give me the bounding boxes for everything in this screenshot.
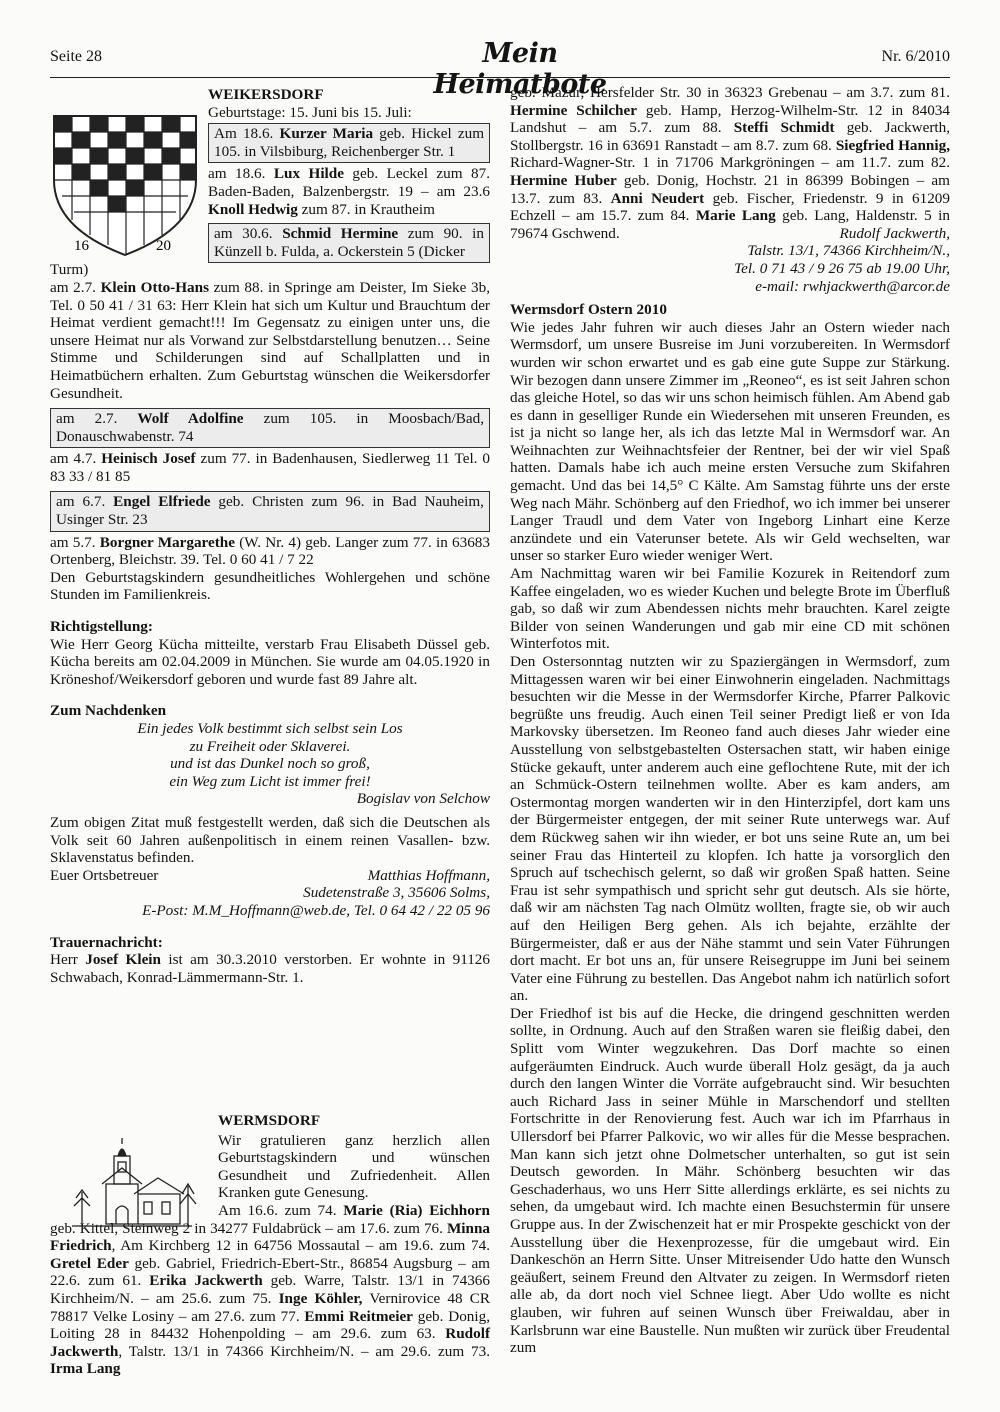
poem-line: und ist das Dunkel noch so groß, (170, 755, 370, 773)
signature-email: e-mail: rwhjackwerth@arcor.de (755, 277, 950, 295)
birthday-entry-cont: Turm) (50, 261, 89, 279)
signature-label: Euer Ortsbetreuer (50, 866, 159, 884)
signature-contact: E-Post: M.M_Hoffmann@web.de, Tel. 0 64 42 / 22 05 96 (142, 901, 490, 919)
right-column (510, 84, 950, 1357)
correction-text: Wie Herr Georg Kücha mitteilte, verstarb Frau Elisabeth Düssel geb. Kücha bereits am 02.04.2009 in München. Sie wurde am 04.05.1920 in Kröneshof/Weikersdorf geboren und wurde fast 89 Jahre alt. (50, 635, 490, 688)
poem-line: zu Freiheit oder Sklaverei. (189, 737, 351, 755)
highlight-box: am 30.6. Schmid Hermine zum 90. in Künzell b. Fulda, a. Ockerstein 5 (Dicker (208, 223, 490, 263)
birthday-wishes: Den Geburtstagskindern gesundheitliches Wohlergehen und schöne Stunden im Familienkreis. (50, 568, 490, 604)
birthday-entry: am 4.7. Heinisch Josef zum 77. in Badenhausen, Siedlerweg 11 Tel. 0 83 33 / 81 85 (50, 450, 490, 485)
easter-paragraph: Am Nachmittag waren wir bei Familie Kozurek in Reitendorf zum Kaffee eingeladen, wo es wieder Kuchen und belegte Brote im Überfluß gab, so daß wir zum Abendessen nichts mehr brauchten. Karel zeigte Bilder von seinen Wanderungen und gab mir eine CD mit schönen Winterfotos mit. (510, 565, 950, 653)
signature-name: Rudolf Jackwerth, (839, 224, 950, 242)
crest-year-left: 16 (74, 238, 89, 254)
birthday-entry: am 5.7. Borgner Margarethe (W. Nr. 4) geb. Langer zum 77. in 63683 Ortenberg, Bleichstr. 39. Tel. 0 60 41 / 7 22 (50, 533, 490, 569)
birthday-list: Am 16.6. zum 74. Marie (Ria) Eichhorn geb. Kittel, Steinweg 2 in 34277 Fuldabrück – am 17.6. zum 76. Minna Friedrich, Am Kirchberg 12 in 64756 Mossautal – am 19.6. zum 74. Gretel Eder geb. Gabriel, Friedrich-Ebert-Str., 86854 Augsburg – am 22.6. zum 61. Erika Jackwerth geb. Warre, Talstr. 13/1 in 74366 Kirchheim/N. – am 25.6. zum 75. Inge Köhler, Vernirovice 48 CR 78817 Velke Losiny – am 27.6. zum 77. Emmi Reitmeier geb. Donig, Loiting 28 in 84432 Hohenpolding – am 29.6. zum 63. Rudolf Jackwerth, Talstr. 13/1 in 74366 Kirchheim/N. – am 29.6. zum 73. Irma Lang (50, 1201, 491, 1378)
issue-number: Nr. 6/2010 (881, 48, 950, 65)
masthead-logo: Mein Heimatbote (433, 38, 607, 100)
comment-text: Zum obigen Zitat muß festgestellt werden, daß sich die Deutschen als Volk seit 60 Jahren außenpolitisch in einem reinen Vasallen- bzw. Sklavenstatus befinden. (50, 813, 490, 867)
signature-address: Sudetenstraße 3, 35606 Solms, (303, 884, 490, 902)
easter-paragraph: Der Friedhof ist bis auf die Hecke, die dringend geschnitten werden sollte, in Ordnung. Auch auf den Straßen waren sie fleißig dabei, den Splitt vom Winter wegzukehren. Das Dorf machte so einen aufgeräumten Eindruck. Auch wurde überall Holz gesägt, da ja auch durch den langen Winter die Vorräte aufgebraucht sind. Wir besuchten auch Richard Jass in seiner Mühle in Marschendorf und stellten Fortschritte in der Renovierung fest. Auch war ich im Pfarrhaus in Ullersdorf bei Pfarrer Palkovic, wo wir alles für die Messe besprachen. Man kann sich jetzt ohne Dolmetscher unterhalten, so gut ist sein Deutsch geworden. In Mähr. Schönberg besuchten wir das Geschaderhaus, wo uns Herr Sitte allerdings erklärte, es sei nichts zu sehen, da umgebaut wird. Ich machte einen Besuchstermin für unsere Gruppe aus. In der Zwischenzeit hat er mir Prospekte geschickt von der Ausstellung über die Hexenprozesse, für die umgebaut wird. Ein Dankeschön an Herrn Sitte. Unser Mitreisender Udo hatte den Wunsch geäußert, seinem Freund den Altvater zu zeigen. In Wermsdorf rieten alle ab, da dort noch viel Schnee liegt. Aber Udo wollte es nicht glauben, wir fuhren auf seinen Wunsch über Freiwaldau, aber in Karlsbrunn war eine Baustelle. Nun mußten wir zurück über Freudental zum (510, 1004, 950, 1357)
crest-year-right: 20 (156, 238, 171, 254)
section-title-weikersdorf: WEIKERSDORF (208, 86, 324, 103)
birthday-intro: Geburtstage: 15. Juni bis 15. Juli: (208, 103, 412, 121)
left-column (50, 86, 490, 986)
mourning-heading: Trauernachricht: (50, 933, 163, 951)
section-title-wermsdorf: WERMSDORF (218, 1112, 321, 1129)
correction-heading: Richtigstellung: (50, 618, 153, 636)
mourning-text: Herr Josef Klein ist am 30.3.2010 verstorben. Er wohnte in 91126 Schwabach, Konrad-Lämmermann-Str. 1. (50, 951, 490, 986)
reflection-heading: Zum Nachdenken (50, 702, 167, 720)
signature-name: Matthias Hoffmann, (367, 866, 490, 884)
easter-paragraph: Wie jedes Jahr fuhren wir auch dieses Jahr an Ostern wieder nach Wermsdorf, um unsere Busreise im Juni vorzubereiten. In Wermsdorf wurden wir schon erwartet und es gab eine gute Suppe zur Stärkung. Wir bezogen dann unsere Zimmer im „Reoneo“, es ist seit Jahren schon das gleiche Hotel, so das wir uns schon heimisch fühlen. Am Abend gab es dann in geselliger Runde ein Wiedersehen mit unseren Freunden, es ist ja nicht so lange her, als ich das letzte Mal in Wermsdorf war. An Weihnachten zur Weihnachtsfeier der Rentner, bei der wir viel Spaß hatten. Damals habe ich auch meine ersten Versuche zum Skifahren gemacht. Und das bei 14,5° C Kälte. Am Samstag führte uns der erste Weg nach Mähr. Schönberg auf den Friedhof, wo ich immer bei unserer Langer Traudl und dem Vater von Ingeborg Linhart eine Kerze anzündete und ein Vaterunser betete. Als wir Geld wechselten, war unser so starker Euro wieder weniger Wert. (510, 318, 950, 565)
easter-paragraph: Den Ostersonntag nutzten wir zu Spaziergängen in Wermsdorf, zum Mittagessen waren wir bei einer Einwohnerin eingeladen. Nachmittags besuchten wir die Messe in der Wermsdorfer Kirche, Pfarrer Palkovic begrüßte uns freudig. Auch einen Teil seiner Predigt ließ er von Ida Markovsky übersetzen. Im Reoneo fand auch dieses Jahr wieder eine Ausstellung von selbstgebastelten Ostersachen statt, wir haben einige Stücke gekauft, unter anderem auch eine geflochtene Rute, mit der ich an Schmück-Ostern teilnehmen wollte. Aber es kam anders, am Ostermontag morgen wanderten wir in den Hinterzipfel, dort kam uns der Bürgermeister entgegen, der mit seiner Rute unterwegs war. Auf dem Rückweg sahen wir ihn wieder, er bot uns seine Rute an, um bei seiner Frau das Hinterteil zu klopfen. Ich hatte ja vorsorglich den Spruch auf tschechisch gelernt, so daß wir großen Spaß hatten. Seine Frau ist sehr sympathisch und spricht sehr gut deutsch. Als sie hörte, daß wir am nächsten Tag nach Olmütz wollten, fragte sie, ob wir auch auf den Heiligen Berg gehen. Als ich bejahte, erzählte der Bürgermeister, daß er aus der Nähe stammt und sein Vater Führungen dort macht. Er bot uns an, für unsere Reisegruppe im Juni bei seinem Vater eine Führung zu bestellen. Das Angebot nahm ich natürlich sofort an. (510, 653, 950, 1005)
birthday-entry: am 18.6. Lux Hilde geb. Leckel zum 87. Baden-Baden, Balzenbergstr. 19 – am 23.6 Knoll Hedwig zum 87. in Krautheim (208, 165, 490, 218)
poem-line: Ein jedes Volk bestimmt sich selbst sein Los (137, 720, 403, 737)
highlight-box: am 6.7. Engel Elfriede geb. Christen zum 96. in Bad Nauheim, Usinger Str. 23 (50, 491, 490, 531)
wermsdorf-section (50, 1112, 490, 1378)
signature-address: Talstr. 13/1, 74366 Kirchheim/N., (747, 242, 950, 260)
page-number: Seite 28 (50, 48, 102, 65)
poem-line: ein Weg zum Licht ist immer frei! (169, 772, 371, 790)
highlight-box: Am 18.6. Kurzer Maria geb. Hickel zum 105. in Vilsbiburg, Reichenberger Str. 1 (208, 123, 490, 163)
poem-author: Bogislav von Selchow (356, 790, 490, 808)
birthday-entry: am 2.7. Klein Otto-Hans zum 88. in Springe am Deister, Im Sieke 3b, Tel. 0 50 41 / 31 63: Herr Klein hat sich um Kultur und Brauchtum der Heimat verdient gemacht!!! Im Gegensatz zu einigen unter uns, die unsere Heimat nur als Vorwand zur Selbstdarstellung benutzen… Seine Stimme und Schilderungen sind auf Schallplatten und in Heimatbüchern erhalten. Zum Geburtstag wünschen die Weikersdorfer Gesundheit. (50, 278, 490, 402)
birthday-list-cont: geb. Mazur, Hersfelder Str. 30 in 36323 Grebenau – am 3.7. zum 81. Hermine Schilcher geb. Hamp, Herzog-Wilhelm-Str. 12 in 84034 Landshut – am 5.7. zum 88. Steffi Schmidt geb. Jackwerth, Stollbergstr. 16 in 63691 Ranstadt – am 8.7. zum 68. Siegfried Hannig, Richard-Wagner-Str. 1 in 71706 Markgröningen – am 11.7. zum 82. Hermine Huber geb. Donig, Hochstr. 21 in 86399 Bobingen – am 13.7. zum 83. Anni Neudert geb. Fischer, Friedenstr. 9 in 61209 Echzell – am 15.7. zum 84. Marie Lang geb. Lang, Haldenstr. 5 in 79674 Gschwend. (510, 84, 950, 242)
signature-phone: Tel. 0 71 43 / 9 26 75 ab 19.00 Uhr, (734, 259, 950, 277)
highlight-box: am 2.7. Wolf Adolfine zum 105. in Moosbach/Bad, Donauschwabenstr. 74 (50, 408, 490, 448)
easter-heading: Wermsdorf Ostern 2010 (510, 301, 667, 319)
wermsdorf-intro: Wir gratulieren ganz herzlich allen Geburtstagskindern und wünschen Gesundheit und Zufriedenheit. Allen Kranken gute Genesung. (218, 1131, 490, 1202)
header-rule (50, 77, 950, 78)
